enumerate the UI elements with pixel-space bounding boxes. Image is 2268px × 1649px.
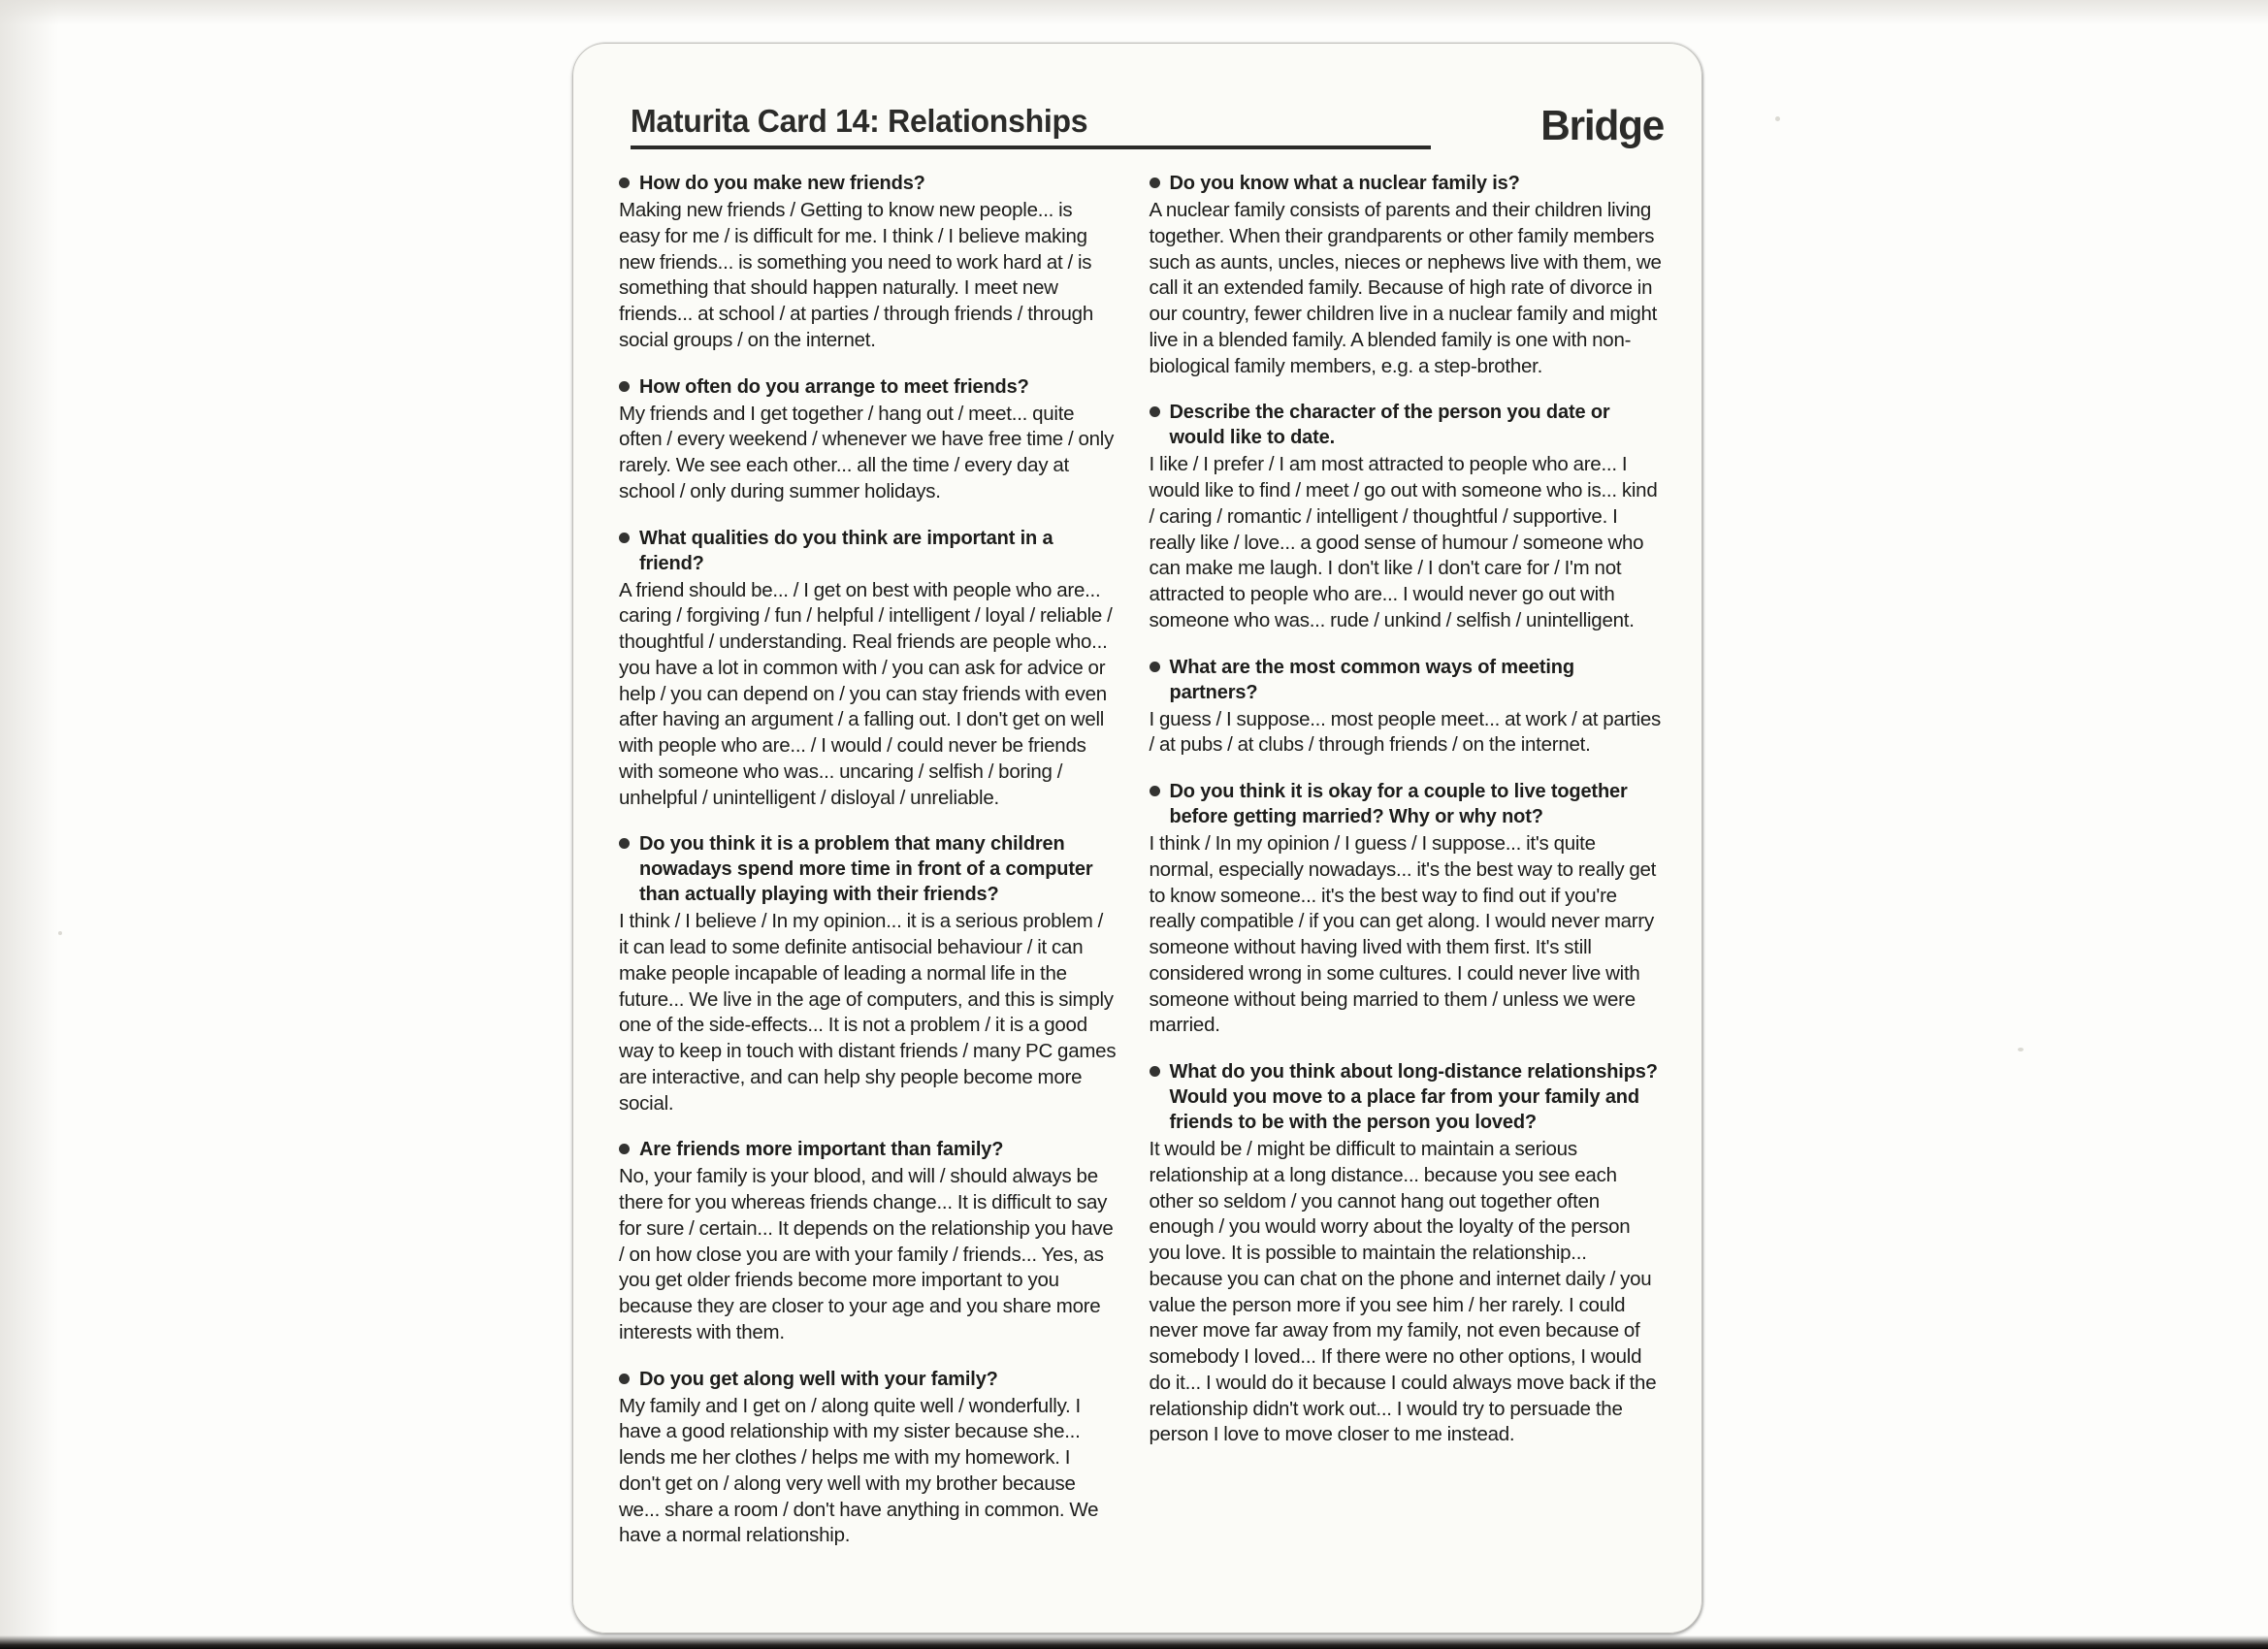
qa-answer: I think / In my opinion / I guess / I suppose... it's quite normal, especially nowadays... it's the best way to really get to know someone... it's the best way to find out if you're really compatible / if you can get along. I would never marry someone without having lived with them first. It's still considered wrong in some cultures. I could never live with someone without being married to them / unless we were married. <box>1149 832 1657 1037</box>
qa-question <box>1150 400 1665 450</box>
qa-question <box>619 374 1117 400</box>
bullet-dot-icon <box>619 1374 630 1384</box>
qa-question-text: How do you make new friends? <box>639 173 925 194</box>
qa-block <box>1150 400 1665 633</box>
qa-block <box>619 1367 1117 1550</box>
bullet-dot-icon <box>1150 1066 1160 1077</box>
qa-question <box>1150 171 1665 196</box>
qa-block <box>1150 171 1665 379</box>
bullet-dot-icon <box>1150 786 1160 796</box>
qa-block <box>619 526 1117 812</box>
bullet-dot-icon <box>619 533 630 543</box>
qa-question <box>619 526 1117 576</box>
qa-answer: I guess / I suppose... most people meet... at work / at parties / at pubs / at clubs / through friends / on the internet. <box>1149 707 1662 757</box>
bullet-dot-icon <box>1150 178 1160 188</box>
qa-question-text: What do you think about long-distance relationships? Would you move to a place far from your family and friends to be with the person you loved? <box>1169 1061 1658 1133</box>
bullet-dot-icon <box>1150 662 1160 672</box>
scan-speckle <box>58 931 62 935</box>
qa-question <box>1150 655 1665 705</box>
qa-block <box>619 831 1117 1116</box>
title-wrap <box>631 104 1442 149</box>
question-column-right <box>1138 171 1703 1616</box>
qa-block <box>1150 1059 1665 1448</box>
bullet-dot-icon <box>1150 406 1160 417</box>
qa-question <box>619 831 1117 907</box>
qa-block <box>619 1137 1117 1345</box>
scan-speckle <box>2018 1048 2024 1051</box>
qa-question-text: What are the most common ways of meeting partners? <box>1169 656 1574 703</box>
qa-question-text: Do you think it is a problem that many children nowadays spend more time in front of a computer than actually playing with their friends? <box>639 833 1093 906</box>
qa-answer: My friends and I get together / hang out / meet... quite often / every weekend / whenever we have free time / only rarely. We see each other... all the time / every day at school / only during summer holidays. <box>619 402 1115 502</box>
qa-question-text: Describe the character of the person you date or would like to date. <box>1169 402 1610 449</box>
qa-answer: I think / I believe / In my opinion... it is a serious problem / it can lead to some definite antisocial behaviour / it can make people incapable of leading a normal life in the future... We live in the age of computers, and this is simply one of the side-effects... It is not a problem / it is a good way to keep in touch with distant friends / many PC games are interactive, and can help shy people become more social. <box>619 910 1117 1115</box>
qa-answer: It would be / might be difficult to maintain a serious relationship at a long distance... because you see each other so seldom / you cannot hang out together often enough / you would worry about the loyalty of the person you love. It is possible to maintain the relationship... because you can chat on the phone and internet daily / you value the person more if you see him / her rarely. I could never move far away from my family, not even because of somebody I loved... If there were no other options, I would do it... I would do it because I could always move back if the relationship didn't work out... I would try to persuade the person I love to move closer to me instead. <box>1149 1138 1657 1446</box>
qa-answer: A nuclear family consists of parents and their children living together. When their grandparents or other family members such as aunts, uncles, nieces or nephews live with them, we call it an extended family. Because of high rate of divorce in our country, fewer children live in a nuclear family and might live in a blended family. A blended family is one with non-biological family members, e.g. a step-brother. <box>1149 199 1662 377</box>
qa-question <box>619 171 1117 196</box>
bullet-dot-icon <box>619 838 630 849</box>
qa-question <box>619 1137 1117 1162</box>
qa-block <box>619 171 1117 354</box>
bullet-dot-icon <box>619 381 630 392</box>
qa-answer: My family and I get on / along quite well / wonderfully. I have a good relationship with my sister because she... lends me her clothes / helps me with my homework. I don't get on / along very well with my brother because we... share a room / don't have anything in common. We have a normal relationship. <box>619 1394 1099 1547</box>
qa-question-text: Do you get along well with your family? <box>639 1368 998 1390</box>
qa-question <box>1150 1059 1665 1135</box>
card-body <box>572 171 1702 1616</box>
bullet-dot-icon <box>619 178 630 188</box>
qa-question <box>1150 779 1665 829</box>
qa-question-text: Are friends more important than family? <box>639 1139 1004 1161</box>
qa-block <box>1150 779 1665 1039</box>
page-title: Maturita Card 14: Relationships <box>631 103 1088 140</box>
qa-answer: Making new friends / Getting to know new people... is easy for me / is difficult for me. I think / I believe making new friends... is something you need to work hard at / is something that should happen naturally. I meet new friends... at school / at parties / through friends / through social groups / on the internet. <box>619 199 1093 351</box>
qa-question-text: What qualities do you think are important in a friend? <box>639 527 1053 574</box>
scan-vignette-left <box>0 0 58 1649</box>
title-underline-rule <box>631 146 1431 149</box>
qa-answer: I like / I prefer / I am most attracted to people who are... I would like to find / meet / go out with someone who is... kind / caring / romantic / intelligent / thoughtful / supportive. I really like / love... a good sense of humour / someone who can make me laugh. I don't like / I don't care for / I'm not attracted to people who are... I would never go out with someone who was... rude / unkind / selfish / unintelligent. <box>1149 453 1658 631</box>
qa-question-text: How often do you arrange to meet friends? <box>639 375 1029 398</box>
qa-question-text: Do you know what a nuclear family is? <box>1169 173 1520 194</box>
qa-answer: No, your family is your blood, and will / should always be there for you whereas friends change... It is difficult to say for sure / certain... It depends on the relationship you have / on how close you are with your family / friends... Yes, as you get older friends become more important to you because they are closer to your age and you share more interests with them. <box>619 1165 1114 1343</box>
bullet-dot-icon <box>619 1144 630 1154</box>
question-column-left <box>572 171 1138 1616</box>
card-header <box>631 78 1664 149</box>
scan-vignette-top <box>0 0 2268 25</box>
qa-answer: A friend should be... / I get on best with people who are... caring / forgiving / fun / helpful / intelligent / loyal / reliable / thoughtful / understanding. Real friends are people who... you have a lot in common with / you can ask for advice or help / you can depend on / you can stay friends with even after having an argument / a falling out. I don't get on well with people who are... / I would / could never be friends with someone who was... uncaring / selfish / boring / unhelpful / unintelligent / disloyal / unreliable. <box>619 578 1113 809</box>
qa-question-text: Do you think it is okay for a couple to live together before getting married? Why or why not? <box>1169 781 1628 827</box>
study-card <box>572 43 1702 1633</box>
brand-logo: Bridge <box>1540 102 1664 149</box>
qa-block <box>1150 655 1665 760</box>
qa-question <box>619 1367 1117 1392</box>
qa-block <box>619 374 1117 505</box>
scan-speckle <box>1775 116 1780 121</box>
